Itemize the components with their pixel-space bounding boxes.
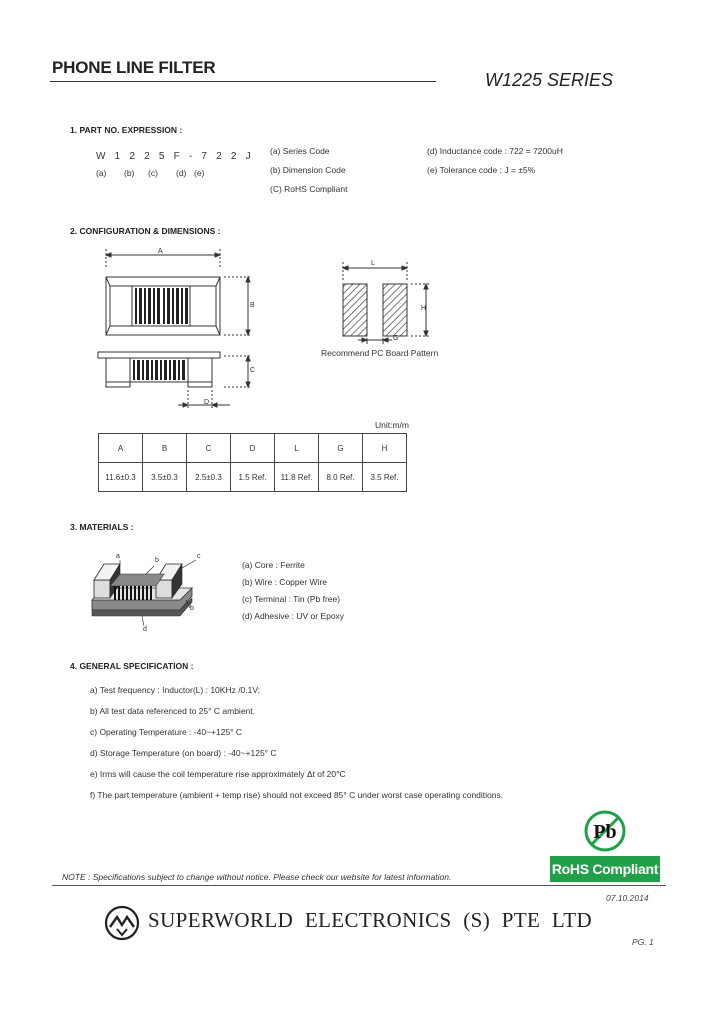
spec-storage-temp: d) Storage Temperature (on board) : -40~+125° C bbox=[90, 748, 277, 758]
part-number: W 1 2 2 5 F - 7 2 2 J bbox=[96, 151, 254, 162]
pb-label: Pb bbox=[593, 821, 617, 843]
table-cell: 3.5 Ref. bbox=[363, 463, 407, 492]
marker-a: (a) bbox=[96, 168, 107, 178]
dimension-table bbox=[98, 433, 407, 492]
callout-d: d bbox=[143, 626, 147, 633]
table-cell: 3.5±0.3 bbox=[143, 463, 187, 492]
material-wire: (b) Wire : Copper Wire bbox=[242, 577, 328, 587]
section-part-no-heading: 1. PART NO. EXPRESSION : bbox=[70, 125, 183, 135]
dim-label-d: D bbox=[204, 399, 210, 406]
unit-label: Unit:m/m bbox=[375, 420, 409, 430]
table-cell: 1.5 Ref. bbox=[231, 463, 275, 492]
table-row bbox=[99, 463, 407, 492]
code-rohs: (C) RoHS Compliant bbox=[270, 184, 348, 194]
dim-label-c: C bbox=[250, 367, 256, 374]
pcb-pattern-drawing bbox=[343, 262, 430, 344]
marker-d: (d) bbox=[176, 168, 187, 178]
code-inductance: (d) Inductance code : 722 = 7200uH bbox=[427, 146, 563, 156]
section-general-spec-heading: 4. GENERAL SPECIFICATION : bbox=[70, 661, 194, 671]
side-view-winding bbox=[133, 360, 185, 380]
section-materials-heading: 3. MATERIALS : bbox=[70, 522, 134, 532]
table-header-cell: G bbox=[319, 434, 363, 463]
footer-rule bbox=[52, 885, 666, 886]
table-header-cell: C bbox=[187, 434, 231, 463]
dim-label-b: B bbox=[250, 302, 255, 309]
callout-b: b bbox=[155, 557, 159, 564]
rohs-compliant-badge: RoHS Compliant bbox=[550, 856, 660, 882]
code-tolerance: (e) Tolerance code : J = ±5% bbox=[427, 165, 536, 175]
table-cell: 11.8 Ref. bbox=[275, 463, 319, 492]
company-name: SUPERWORLD ELECTRONICS (S) PTE LTD bbox=[148, 908, 593, 932]
dim-label-a: A bbox=[158, 248, 163, 255]
marker-c: (c) bbox=[148, 168, 158, 178]
document-date: 07.10.2014 bbox=[606, 893, 649, 903]
pb-free-icon bbox=[582, 808, 628, 854]
table-cell: 2.5±0.3 bbox=[187, 463, 231, 492]
section-config-heading: 2. CONFIGURATION & DIMENSIONS : bbox=[70, 226, 221, 236]
code-series: (a) Series Code bbox=[270, 146, 330, 156]
dim-label-l: L bbox=[371, 260, 375, 267]
series-name: W1225 SERIES bbox=[485, 70, 614, 90]
callout-b-bottom: b bbox=[190, 605, 194, 612]
table-header-cell: H bbox=[363, 434, 407, 463]
table-cell: 11.6±0.3 bbox=[99, 463, 143, 492]
table-cell: 8.0 Ref. bbox=[319, 463, 363, 492]
spec-test-frequency: a) Test frequency : Inductor(L) : 10KHz /0.1V; bbox=[90, 685, 261, 695]
pcb-caption: Recommend PC Board Pattern bbox=[321, 348, 439, 358]
footer-note: NOTE : Specifications subject to change without notice. Please check our website for latest information. bbox=[62, 872, 452, 882]
dim-label-g: G bbox=[393, 335, 399, 342]
marker-e: (e) bbox=[194, 168, 205, 178]
table-header-cell: D bbox=[231, 434, 275, 463]
material-terminal: (c) Terminal : Tin (Pb free) bbox=[242, 594, 341, 604]
spec-operating-temp: c) Operating Temperature : -40~+125° C bbox=[90, 727, 243, 737]
company-logo-icon bbox=[104, 905, 140, 941]
marker-b: (b) bbox=[124, 168, 135, 178]
code-dimension: (b) Dimension Code bbox=[270, 165, 346, 175]
spec-irms: e) Irms will cause the coil temperature rise approximately Δt of 20°C bbox=[90, 769, 346, 779]
material-core: (a) Core : Ferrite bbox=[242, 560, 305, 570]
material-adhesive: (d) Adhesive : UV or Epoxy bbox=[242, 611, 345, 621]
table-header-cell: L bbox=[275, 434, 319, 463]
table-header-row bbox=[99, 434, 407, 463]
dim-label-h: H bbox=[421, 305, 427, 312]
spec-part-temp: f) The part temperature (ambient + temp rise) should not exceed 85° C under worst case operating conditions. bbox=[90, 790, 504, 800]
callout-c: c bbox=[197, 553, 201, 560]
page-number: PG. 1 bbox=[632, 937, 654, 947]
callout-a: a bbox=[116, 553, 120, 560]
spec-test-data: b) All test data referenced to 25° C ambient. bbox=[90, 706, 255, 716]
page-title: PHONE LINE FILTER bbox=[52, 58, 216, 77]
table-header-cell: B bbox=[143, 434, 187, 463]
table-header-cell: A bbox=[99, 434, 143, 463]
